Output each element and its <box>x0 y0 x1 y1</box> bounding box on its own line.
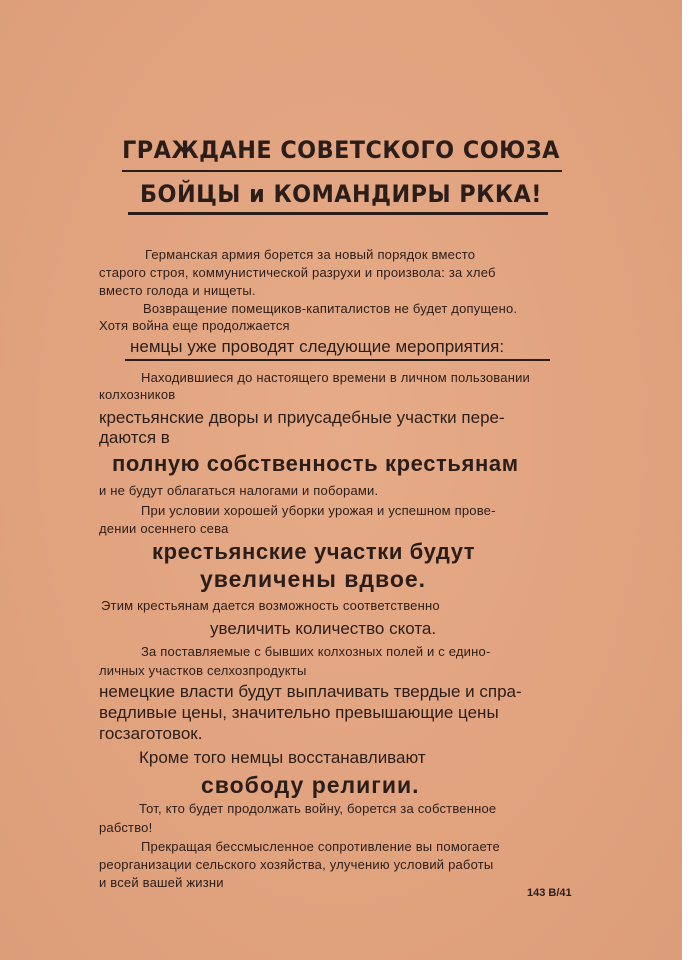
body-line-medium: ведливые цены, значительно превышающие цены <box>99 703 499 722</box>
body-line: Прекращая бессмысленное сопротивление вы помогаете <box>141 839 500 854</box>
body-line: колхозников <box>99 387 176 402</box>
body-line: За поставляемые с бывших колхозных полей и с едино- <box>141 644 491 659</box>
body-line: дении осеннего сева <box>99 521 229 536</box>
print-code: 143 B/41 <box>527 887 572 899</box>
body-line: и не будут облагаться налогами и поборами. <box>99 483 379 498</box>
body-line: Германская армия борется за новый порядок вместо <box>145 247 476 262</box>
measures-heading: немцы уже проводят следующие мероприятия: <box>130 337 505 356</box>
title-line-1: ГРАЖДАНЕ СОВЕТСКОГО СОЮЗА <box>122 136 560 164</box>
body-line-medium: увеличить количество скота. <box>210 619 437 638</box>
headline-ownership: полную собственность крестьянам <box>112 451 519 476</box>
body-line: личных участков селхозпродукты <box>99 663 307 678</box>
body-line-medium: даются в <box>99 428 170 447</box>
body-line-medium: госзаготовок. <box>99 724 203 743</box>
headline-plots: крестьянские участки будут <box>152 539 476 564</box>
title-line-2: БОЙЦЫ и КОМАНДИРЫ РККА! <box>140 180 542 208</box>
body-line: старого строя, коммунистической разрухи и произвола: за хлеб <box>99 265 496 280</box>
title-underline-2 <box>128 212 548 215</box>
body-line: Находившиеся до настоящего времени в личном пользовании <box>141 370 530 385</box>
body-line-medium: Кроме того немцы восстанавливают <box>139 748 426 767</box>
body-line-medium: немецкие власти будут выплачивать твердые и спра- <box>99 682 522 701</box>
title-underline-1 <box>122 170 562 172</box>
body-line: Тот, кто будет продолжать войну, борется за собственное <box>139 801 497 816</box>
body-line: рабство! <box>99 820 153 835</box>
body-line: вместо голода и нищеты. <box>99 283 256 298</box>
body-line: и всей вашей жизни <box>99 875 224 890</box>
measures-underline <box>125 359 550 361</box>
headline-doubled: увеличены вдвое. <box>200 566 427 592</box>
body-line-medium: крестьянские дворы и приусадебные участки пере- <box>99 408 505 427</box>
body-line: реорганизации сельского хозяйства, улучению условий работы <box>99 857 494 872</box>
body-line: Возвращение помещиков-капиталистов не будет допущено. <box>143 301 518 316</box>
body-line: Этим крестьянам дается возможность соответственно <box>101 598 440 613</box>
body-line: При условии хорошей уборки урожая и успешном прове- <box>141 503 496 518</box>
body-line: Хотя война еще продолжается <box>99 318 290 333</box>
headline-religion: свободу религии. <box>201 772 420 798</box>
